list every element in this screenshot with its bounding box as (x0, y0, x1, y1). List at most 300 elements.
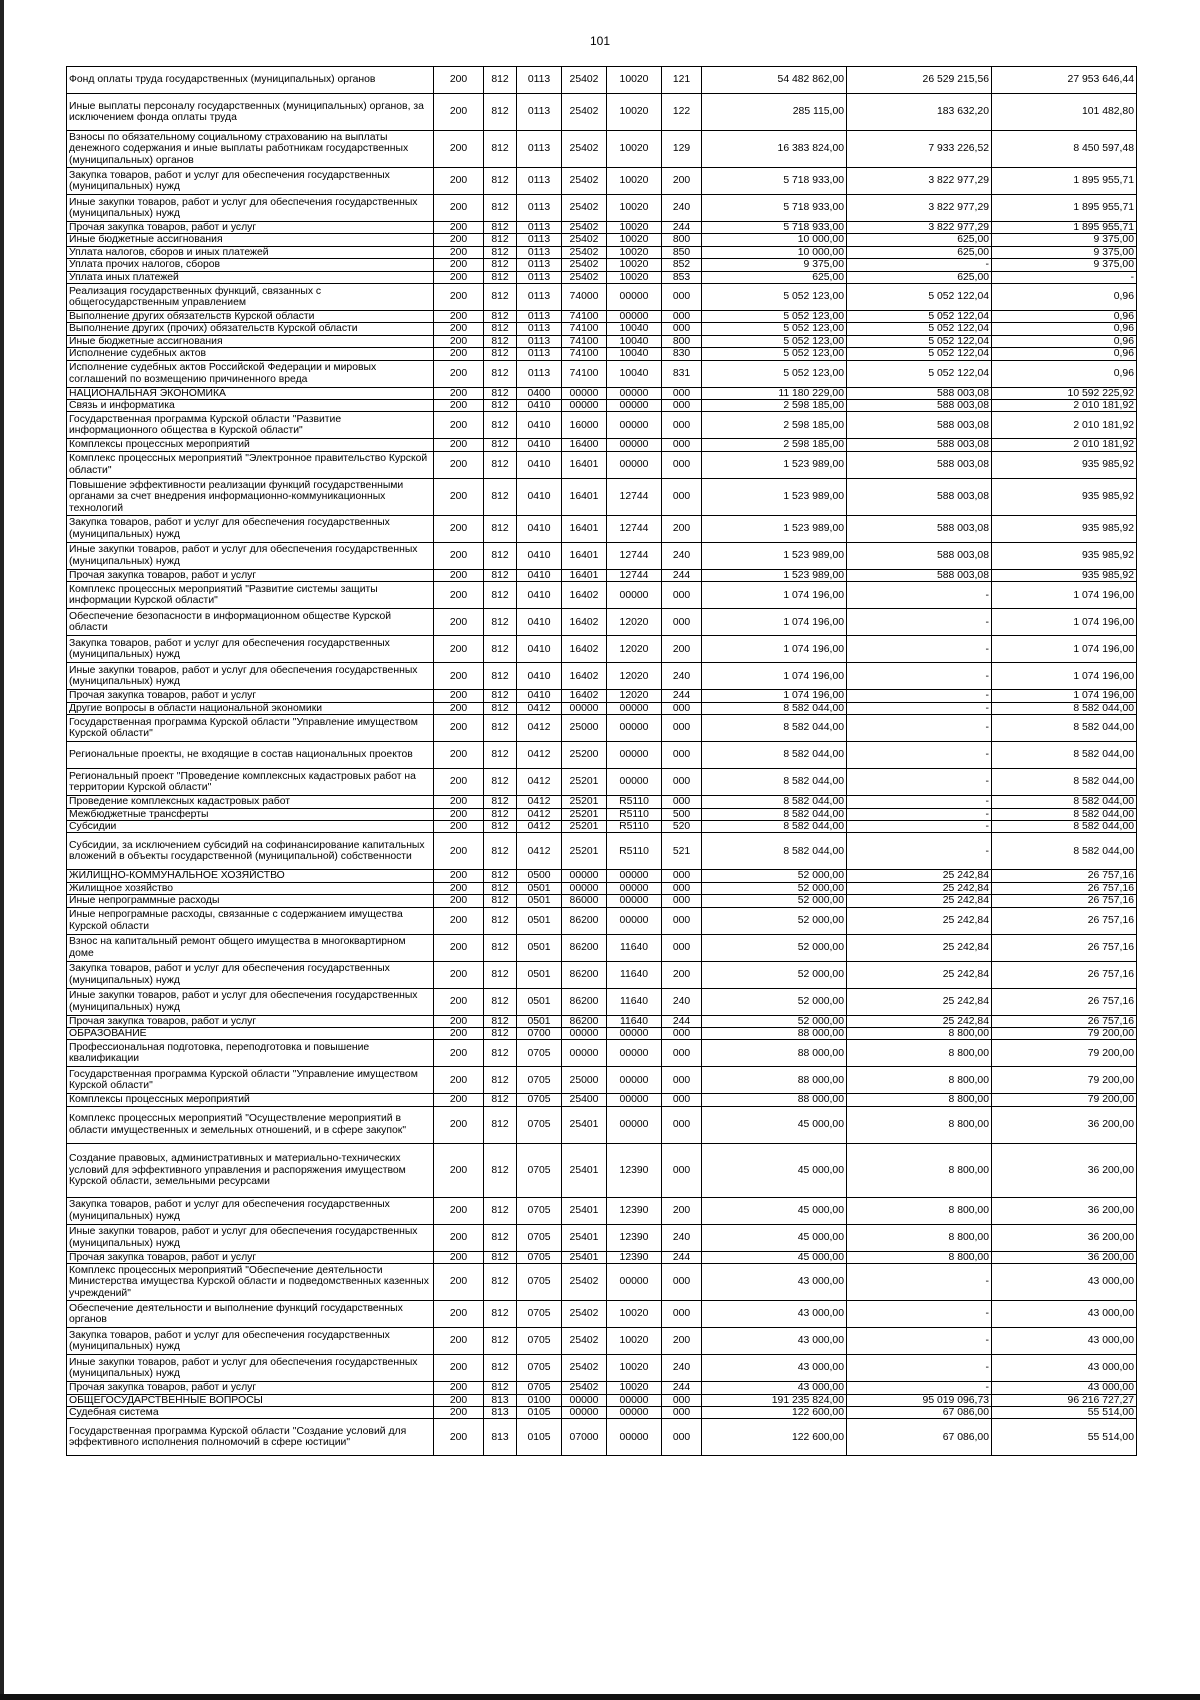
row-amount-remaining-cell: 9 375,00 (992, 246, 1137, 258)
row-code-expense_type-cell: 000 (662, 715, 702, 742)
row-code-admin-cell: 200 (434, 569, 484, 581)
row-code-program-cell: 16402 (562, 690, 607, 702)
row-code-direction-cell: 00000 (607, 412, 662, 439)
row-amount-plan-cell: 625,00 (702, 271, 847, 283)
row-amount-plan-cell: 54 482 862,00 (702, 67, 847, 94)
row-code-program-cell: 07000 (562, 1419, 607, 1456)
row-code-section-cell: 0410 (517, 609, 562, 636)
row-amount-executed-cell: 588 003,08 (847, 542, 992, 569)
row-amount-plan-cell: 52 000,00 (702, 870, 847, 882)
row-code-direction-cell: 00000 (607, 769, 662, 796)
row-code-program-cell: 74100 (562, 311, 607, 323)
row-code-expense_type-cell: 000 (662, 1264, 702, 1301)
row-amount-remaining-cell: 9 375,00 (992, 259, 1137, 271)
row-name-cell: Прочая закупка товаров, работ и услуг (67, 569, 434, 581)
row-code-program-cell: 25402 (562, 234, 607, 246)
row-code-expense_type-cell: 000 (662, 1040, 702, 1067)
row-amount-remaining-cell: 8 582 044,00 (992, 820, 1137, 832)
row-code-program-cell: 25402 (562, 1355, 607, 1382)
row-amount-remaining-cell: 79 200,00 (992, 1094, 1137, 1106)
row-code-admin-cell: 200 (434, 1143, 484, 1197)
row-amount-remaining-cell: 1 074 196,00 (992, 582, 1137, 609)
row-code-admin-cell: 200 (434, 387, 484, 399)
row-code-code1-cell: 812 (484, 769, 517, 796)
table-row (67, 387, 1137, 399)
row-code-direction-cell: 00000 (607, 1419, 662, 1456)
row-amount-executed-cell: 8 800,00 (847, 1106, 992, 1143)
row-name-cell: Связь и информатика (67, 400, 434, 412)
row-code-section-cell: 0501 (517, 1015, 562, 1027)
row-code-section-cell: 0113 (517, 131, 562, 168)
row-amount-plan-cell: 45 000,00 (702, 1224, 847, 1251)
row-code-code1-cell: 812 (484, 195, 517, 222)
row-name-cell: Иные закупки товаров, работ и услуг для обеспечения государственных (муниципальных) нужд (67, 663, 434, 690)
row-code-code1-cell: 812 (484, 870, 517, 882)
row-code-code1-cell: 812 (484, 796, 517, 808)
row-amount-remaining-cell: 43 000,00 (992, 1264, 1137, 1301)
row-amount-executed-cell: 588 003,08 (847, 439, 992, 451)
row-name-cell: Иные закупки товаров, работ и услуг для обеспечения государственных (муниципальных) нужд (67, 1355, 434, 1382)
row-code-section-cell: 0105 (517, 1419, 562, 1456)
row-code-direction-cell: 12390 (607, 1224, 662, 1251)
row-name-cell: Региональные проекты, не входящие в состав национальных проектов (67, 742, 434, 769)
row-code-direction-cell: 11640 (607, 934, 662, 961)
row-amount-plan-cell: 9 375,00 (702, 259, 847, 271)
row-code-direction-cell: 10020 (607, 67, 662, 94)
row-amount-plan-cell: 8 582 044,00 (702, 715, 847, 742)
table-row (67, 234, 1137, 246)
row-amount-remaining-cell: 2 010 181,92 (992, 412, 1137, 439)
row-code-code1-cell: 812 (484, 515, 517, 542)
row-code-section-cell: 0705 (517, 1382, 562, 1394)
row-amount-executed-cell: 25 242,84 (847, 870, 992, 882)
row-name-cell: Субсидии (67, 820, 434, 832)
row-code-program-cell: 25000 (562, 1067, 607, 1094)
row-code-program-cell: 00000 (562, 1394, 607, 1406)
row-code-expense_type-cell: 800 (662, 234, 702, 246)
table-row (67, 796, 1137, 808)
row-code-section-cell: 0410 (517, 439, 562, 451)
row-code-code1-cell: 812 (484, 1143, 517, 1197)
row-name-cell: Прочая закупка товаров, работ и услуг (67, 1015, 434, 1027)
row-code-direction-cell: R5110 (607, 833, 662, 870)
row-code-admin-cell: 200 (434, 271, 484, 283)
row-name-cell: Выполнение других (прочих) обязательств Курской области (67, 323, 434, 335)
row-name-cell: Иные выплаты персоналу государственных (муниципальных) органов, за исключением фонда оплаты труда (67, 94, 434, 131)
row-code-section-cell: 0410 (517, 569, 562, 581)
row-name-cell: Закупка товаров, работ и услуг для обеспечения государственных (муниципальных) нужд (67, 1197, 434, 1224)
row-amount-executed-cell: 625,00 (847, 246, 992, 258)
row-code-program-cell: 00000 (562, 702, 607, 714)
row-amount-plan-cell: 285 115,00 (702, 94, 847, 131)
row-code-direction-cell: 10020 (607, 131, 662, 168)
row-name-cell: Судебная система (67, 1406, 434, 1418)
row-code-section-cell: 0412 (517, 702, 562, 714)
row-name-cell: Межбюджетные трансферты (67, 808, 434, 820)
row-name-cell: Повышение эффективности реализации функций государственными органами за счет внедрения информационно-коммуникационных технологий (67, 478, 434, 515)
row-code-code1-cell: 812 (484, 895, 517, 907)
row-name-cell: Прочая закупка товаров, работ и услуг (67, 1382, 434, 1394)
row-name-cell: Иные закупки товаров, работ и услуг для обеспечения государственных (муниципальных) нужд (67, 1224, 434, 1251)
row-code-section-cell: 0410 (517, 400, 562, 412)
row-name-cell: Исполнение судебных актов Российской Федерации и мировых соглашений по возмещению причиненного вреда (67, 360, 434, 387)
row-amount-remaining-cell: 26 757,16 (992, 907, 1137, 934)
row-amount-remaining-cell: 26 757,16 (992, 961, 1137, 988)
row-code-code1-cell: 812 (484, 882, 517, 894)
row-code-program-cell: 25201 (562, 796, 607, 808)
row-amount-plan-cell: 43 000,00 (702, 1382, 847, 1394)
row-name-cell: Профессиональная подготовка, переподготовка и повышение квалификации (67, 1040, 434, 1067)
row-name-cell: Закупка товаров, работ и услуг для обеспечения государственных (муниципальных) нужд (67, 1328, 434, 1355)
row-code-program-cell: 00000 (562, 1406, 607, 1418)
row-code-code1-cell: 812 (484, 451, 517, 478)
row-amount-executed-cell: 8 800,00 (847, 1094, 992, 1106)
row-amount-remaining-cell: 1 895 955,71 (992, 195, 1137, 222)
row-amount-remaining-cell: 26 757,16 (992, 895, 1137, 907)
row-code-direction-cell: R5110 (607, 808, 662, 820)
row-amount-executed-cell: 3 822 977,29 (847, 195, 992, 222)
row-code-admin-cell: 200 (434, 988, 484, 1015)
row-amount-executed-cell: 8 800,00 (847, 1040, 992, 1067)
row-amount-plan-cell: 43 000,00 (702, 1355, 847, 1382)
row-code-section-cell: 0410 (517, 412, 562, 439)
row-amount-plan-cell: 8 582 044,00 (702, 808, 847, 820)
row-code-direction-cell: 00000 (607, 895, 662, 907)
row-code-admin-cell: 200 (434, 934, 484, 961)
row-code-direction-cell: 12020 (607, 636, 662, 663)
row-code-expense_type-cell: 000 (662, 1419, 702, 1456)
row-code-expense_type-cell: 244 (662, 1251, 702, 1263)
row-code-section-cell: 0501 (517, 907, 562, 934)
row-code-admin-cell: 200 (434, 246, 484, 258)
row-code-code1-cell: 812 (484, 400, 517, 412)
row-code-direction-cell: 12020 (607, 690, 662, 702)
row-code-admin-cell: 200 (434, 1015, 484, 1027)
row-code-program-cell: 16000 (562, 412, 607, 439)
row-amount-plan-cell: 5 052 123,00 (702, 323, 847, 335)
row-code-direction-cell: 00000 (607, 439, 662, 451)
row-code-section-cell: 0113 (517, 323, 562, 335)
row-code-direction-cell: 10020 (607, 195, 662, 222)
row-code-code1-cell: 812 (484, 907, 517, 934)
table-row (67, 1197, 1137, 1224)
row-amount-executed-cell: 8 800,00 (847, 1251, 992, 1263)
table-row (67, 335, 1137, 347)
row-code-direction-cell: 12744 (607, 569, 662, 581)
row-amount-plan-cell: 5 718 933,00 (702, 195, 847, 222)
row-amount-plan-cell: 10 000,00 (702, 234, 847, 246)
row-code-section-cell: 0113 (517, 94, 562, 131)
row-amount-plan-cell: 1 074 196,00 (702, 663, 847, 690)
row-amount-remaining-cell: 8 582 044,00 (992, 715, 1137, 742)
row-code-direction-cell: 12744 (607, 515, 662, 542)
row-name-cell: Иные бюджетные ассигнования (67, 234, 434, 246)
row-code-program-cell: 25401 (562, 1224, 607, 1251)
row-amount-remaining-cell: 79 200,00 (992, 1067, 1137, 1094)
row-amount-executed-cell: 588 003,08 (847, 387, 992, 399)
row-amount-remaining-cell: 43 000,00 (992, 1301, 1137, 1328)
row-amount-executed-cell: 8 800,00 (847, 1143, 992, 1197)
row-name-cell: Комплекс процессных мероприятий "Осуществление мероприятий в области имущественных и земельных отношений, и в сфере закупок" (67, 1106, 434, 1143)
row-code-direction-cell: 10040 (607, 348, 662, 360)
row-code-code1-cell: 812 (484, 222, 517, 234)
row-code-section-cell: 0412 (517, 742, 562, 769)
row-code-code1-cell: 812 (484, 961, 517, 988)
row-amount-remaining-cell: 55 514,00 (992, 1419, 1137, 1456)
row-code-direction-cell: 10020 (607, 234, 662, 246)
row-code-direction-cell: 12390 (607, 1143, 662, 1197)
row-amount-plan-cell: 88 000,00 (702, 1094, 847, 1106)
row-code-direction-cell: R5110 (607, 796, 662, 808)
row-name-cell: Уплата иных платежей (67, 271, 434, 283)
row-code-program-cell: 25402 (562, 1382, 607, 1394)
table-row (67, 478, 1137, 515)
row-code-admin-cell: 200 (434, 895, 484, 907)
row-code-code1-cell: 812 (484, 988, 517, 1015)
row-name-cell: Прочая закупка товаров, работ и услуг (67, 690, 434, 702)
row-code-program-cell: 25402 (562, 246, 607, 258)
row-amount-plan-cell: 1 074 196,00 (702, 690, 847, 702)
row-amount-remaining-cell: 36 200,00 (992, 1251, 1137, 1263)
table-row (67, 439, 1137, 451)
row-code-code1-cell: 812 (484, 569, 517, 581)
row-amount-executed-cell: - (847, 715, 992, 742)
row-amount-plan-cell: 52 000,00 (702, 961, 847, 988)
table-row (67, 1094, 1137, 1106)
row-code-expense_type-cell: 244 (662, 1015, 702, 1027)
table-row (67, 715, 1137, 742)
table-row (67, 94, 1137, 131)
row-amount-remaining-cell: 26 757,16 (992, 1015, 1137, 1027)
row-code-direction-cell: 00000 (607, 1106, 662, 1143)
row-amount-executed-cell: 588 003,08 (847, 451, 992, 478)
row-amount-executed-cell: - (847, 808, 992, 820)
row-code-code1-cell: 812 (484, 412, 517, 439)
row-code-expense_type-cell: 000 (662, 323, 702, 335)
table-row (67, 882, 1137, 894)
row-code-section-cell: 0705 (517, 1355, 562, 1382)
row-code-admin-cell: 200 (434, 796, 484, 808)
row-name-cell: ОБРАЗОВАНИЕ (67, 1027, 434, 1039)
table-row (67, 690, 1137, 702)
row-code-program-cell: 25401 (562, 1197, 607, 1224)
row-amount-remaining-cell: 1 074 196,00 (992, 690, 1137, 702)
row-code-section-cell: 0705 (517, 1197, 562, 1224)
row-amount-remaining-cell: 935 985,92 (992, 478, 1137, 515)
row-code-admin-cell: 200 (434, 1027, 484, 1039)
table-row (67, 348, 1137, 360)
row-code-section-cell: 0113 (517, 168, 562, 195)
table-row (67, 360, 1137, 387)
row-amount-executed-cell: - (847, 833, 992, 870)
row-amount-executed-cell: - (847, 1328, 992, 1355)
row-code-program-cell: 16402 (562, 609, 607, 636)
row-amount-plan-cell: 5 052 123,00 (702, 360, 847, 387)
row-code-admin-cell: 200 (434, 335, 484, 347)
row-name-cell: Иные бюджетные ассигнования (67, 335, 434, 347)
row-amount-remaining-cell: 43 000,00 (992, 1382, 1137, 1394)
row-amount-plan-cell: 1 523 989,00 (702, 451, 847, 478)
row-amount-executed-cell: - (847, 742, 992, 769)
table-row (67, 1067, 1137, 1094)
row-code-direction-cell: 00000 (607, 387, 662, 399)
row-amount-plan-cell: 8 582 044,00 (702, 702, 847, 714)
row-code-program-cell: 16401 (562, 478, 607, 515)
row-code-section-cell: 0500 (517, 870, 562, 882)
row-code-code1-cell: 812 (484, 1027, 517, 1039)
row-amount-executed-cell: - (847, 690, 992, 702)
row-name-cell: Комплексы процессных мероприятий (67, 439, 434, 451)
row-code-expense_type-cell: 000 (662, 769, 702, 796)
table-row (67, 400, 1137, 412)
row-code-direction-cell: 12020 (607, 663, 662, 690)
row-code-direction-cell: 10020 (607, 1355, 662, 1382)
row-amount-remaining-cell: 2 010 181,92 (992, 400, 1137, 412)
row-code-section-cell: 0412 (517, 808, 562, 820)
row-code-admin-cell: 200 (434, 582, 484, 609)
row-code-section-cell: 0412 (517, 715, 562, 742)
row-code-section-cell: 0100 (517, 1394, 562, 1406)
table-row (67, 1027, 1137, 1039)
row-code-code1-cell: 812 (484, 1094, 517, 1106)
row-amount-remaining-cell: 55 514,00 (992, 1406, 1137, 1418)
table-row (67, 1264, 1137, 1301)
row-code-code1-cell: 812 (484, 335, 517, 347)
table-row (67, 311, 1137, 323)
row-code-code1-cell: 812 (484, 934, 517, 961)
table-row (67, 895, 1137, 907)
row-code-admin-cell: 200 (434, 1197, 484, 1224)
row-code-program-cell: 16402 (562, 663, 607, 690)
row-code-admin-cell: 200 (434, 131, 484, 168)
row-code-admin-cell: 200 (434, 870, 484, 882)
row-code-direction-cell: 10020 (607, 168, 662, 195)
row-amount-plan-cell: 10 000,00 (702, 246, 847, 258)
row-code-program-cell: 25201 (562, 769, 607, 796)
row-name-cell: Комплекс процессных мероприятий "Развитие системы защиты информации Курской области" (67, 582, 434, 609)
row-code-expense_type-cell: 240 (662, 988, 702, 1015)
row-name-cell: Государственная программа Курской области "Развитие информационного общества в Курской области" (67, 412, 434, 439)
row-code-section-cell: 0501 (517, 895, 562, 907)
row-code-admin-cell: 200 (434, 742, 484, 769)
row-code-expense_type-cell: 000 (662, 478, 702, 515)
row-code-code1-cell: 812 (484, 1328, 517, 1355)
row-code-code1-cell: 812 (484, 1067, 517, 1094)
row-code-program-cell: 16402 (562, 636, 607, 663)
row-code-admin-cell: 200 (434, 808, 484, 820)
row-code-program-cell: 86200 (562, 934, 607, 961)
table-row (67, 1040, 1137, 1067)
row-amount-remaining-cell: 1 074 196,00 (992, 663, 1137, 690)
row-code-direction-cell: 10020 (607, 259, 662, 271)
table-row (67, 131, 1137, 168)
row-amount-plan-cell: 5 052 123,00 (702, 284, 847, 311)
row-amount-executed-cell: - (847, 820, 992, 832)
row-code-admin-cell: 200 (434, 400, 484, 412)
row-amount-remaining-cell: 79 200,00 (992, 1027, 1137, 1039)
row-code-direction-cell: 00000 (607, 1027, 662, 1039)
row-amount-executed-cell: - (847, 1382, 992, 1394)
row-amount-remaining-cell: 26 757,16 (992, 988, 1137, 1015)
row-code-section-cell: 0410 (517, 582, 562, 609)
row-code-expense_type-cell: 000 (662, 412, 702, 439)
row-name-cell: Взнос на капитальный ремонт общего имущества в многоквартирном доме (67, 934, 434, 961)
row-code-admin-cell: 200 (434, 1264, 484, 1301)
table-row (67, 1419, 1137, 1456)
row-amount-remaining-cell: 36 200,00 (992, 1197, 1137, 1224)
row-code-expense_type-cell: 850 (662, 246, 702, 258)
row-code-code1-cell: 812 (484, 348, 517, 360)
row-code-expense_type-cell: 240 (662, 1355, 702, 1382)
row-code-code1-cell: 812 (484, 690, 517, 702)
row-code-program-cell: 16400 (562, 439, 607, 451)
row-code-admin-cell: 200 (434, 195, 484, 222)
row-code-code1-cell: 812 (484, 478, 517, 515)
row-amount-executed-cell: 625,00 (847, 271, 992, 283)
row-name-cell: Закупка товаров, работ и услуг для обеспечения государственных (муниципальных) нужд (67, 961, 434, 988)
row-amount-executed-cell: 26 529 215,56 (847, 67, 992, 94)
row-code-expense_type-cell: 000 (662, 934, 702, 961)
row-code-expense_type-cell: 000 (662, 439, 702, 451)
row-code-code1-cell: 812 (484, 1197, 517, 1224)
row-amount-plan-cell: 52 000,00 (702, 988, 847, 1015)
row-code-program-cell: 25201 (562, 808, 607, 820)
row-name-cell: Реализация государственных функций, связанных с общегосударственным управлением (67, 284, 434, 311)
table-row (67, 1143, 1137, 1197)
row-code-program-cell: 74100 (562, 360, 607, 387)
row-code-expense_type-cell: 200 (662, 1328, 702, 1355)
row-code-code1-cell: 812 (484, 259, 517, 271)
row-code-code1-cell: 812 (484, 1015, 517, 1027)
row-code-admin-cell: 200 (434, 412, 484, 439)
row-code-section-cell: 0113 (517, 348, 562, 360)
table-row (67, 451, 1137, 478)
row-amount-plan-cell: 1 074 196,00 (702, 609, 847, 636)
row-code-section-cell: 0700 (517, 1027, 562, 1039)
row-code-program-cell: 25000 (562, 715, 607, 742)
row-code-admin-cell: 200 (434, 636, 484, 663)
row-code-direction-cell: 11640 (607, 961, 662, 988)
row-amount-remaining-cell: 36 200,00 (992, 1143, 1137, 1197)
row-code-admin-cell: 200 (434, 1406, 484, 1418)
row-code-code1-cell: 812 (484, 323, 517, 335)
row-code-admin-cell: 200 (434, 348, 484, 360)
row-code-program-cell: 86200 (562, 1015, 607, 1027)
row-code-section-cell: 0705 (517, 1040, 562, 1067)
table-row (67, 1394, 1137, 1406)
row-code-program-cell: 74000 (562, 284, 607, 311)
table-row (67, 742, 1137, 769)
row-amount-remaining-cell: 1 074 196,00 (992, 636, 1137, 663)
table-row (67, 961, 1137, 988)
row-code-admin-cell: 200 (434, 1067, 484, 1094)
row-amount-remaining-cell: 2 010 181,92 (992, 439, 1137, 451)
row-code-admin-cell: 200 (434, 360, 484, 387)
table-row (67, 412, 1137, 439)
row-code-program-cell: 86000 (562, 895, 607, 907)
row-amount-plan-cell: 1 074 196,00 (702, 636, 847, 663)
row-amount-plan-cell: 43 000,00 (702, 1301, 847, 1328)
row-code-expense_type-cell: 200 (662, 515, 702, 542)
row-name-cell: Прочая закупка товаров, работ и услуг (67, 1251, 434, 1263)
row-code-expense_type-cell: 240 (662, 663, 702, 690)
row-code-code1-cell: 812 (484, 702, 517, 714)
table-row (67, 569, 1137, 581)
row-amount-remaining-cell: 8 582 044,00 (992, 702, 1137, 714)
row-code-admin-cell: 200 (434, 168, 484, 195)
row-name-cell: Иные закупки товаров, работ и услуг для обеспечения государственных (муниципальных) нужд (67, 988, 434, 1015)
row-amount-remaining-cell: 96 216 727,27 (992, 1394, 1137, 1406)
